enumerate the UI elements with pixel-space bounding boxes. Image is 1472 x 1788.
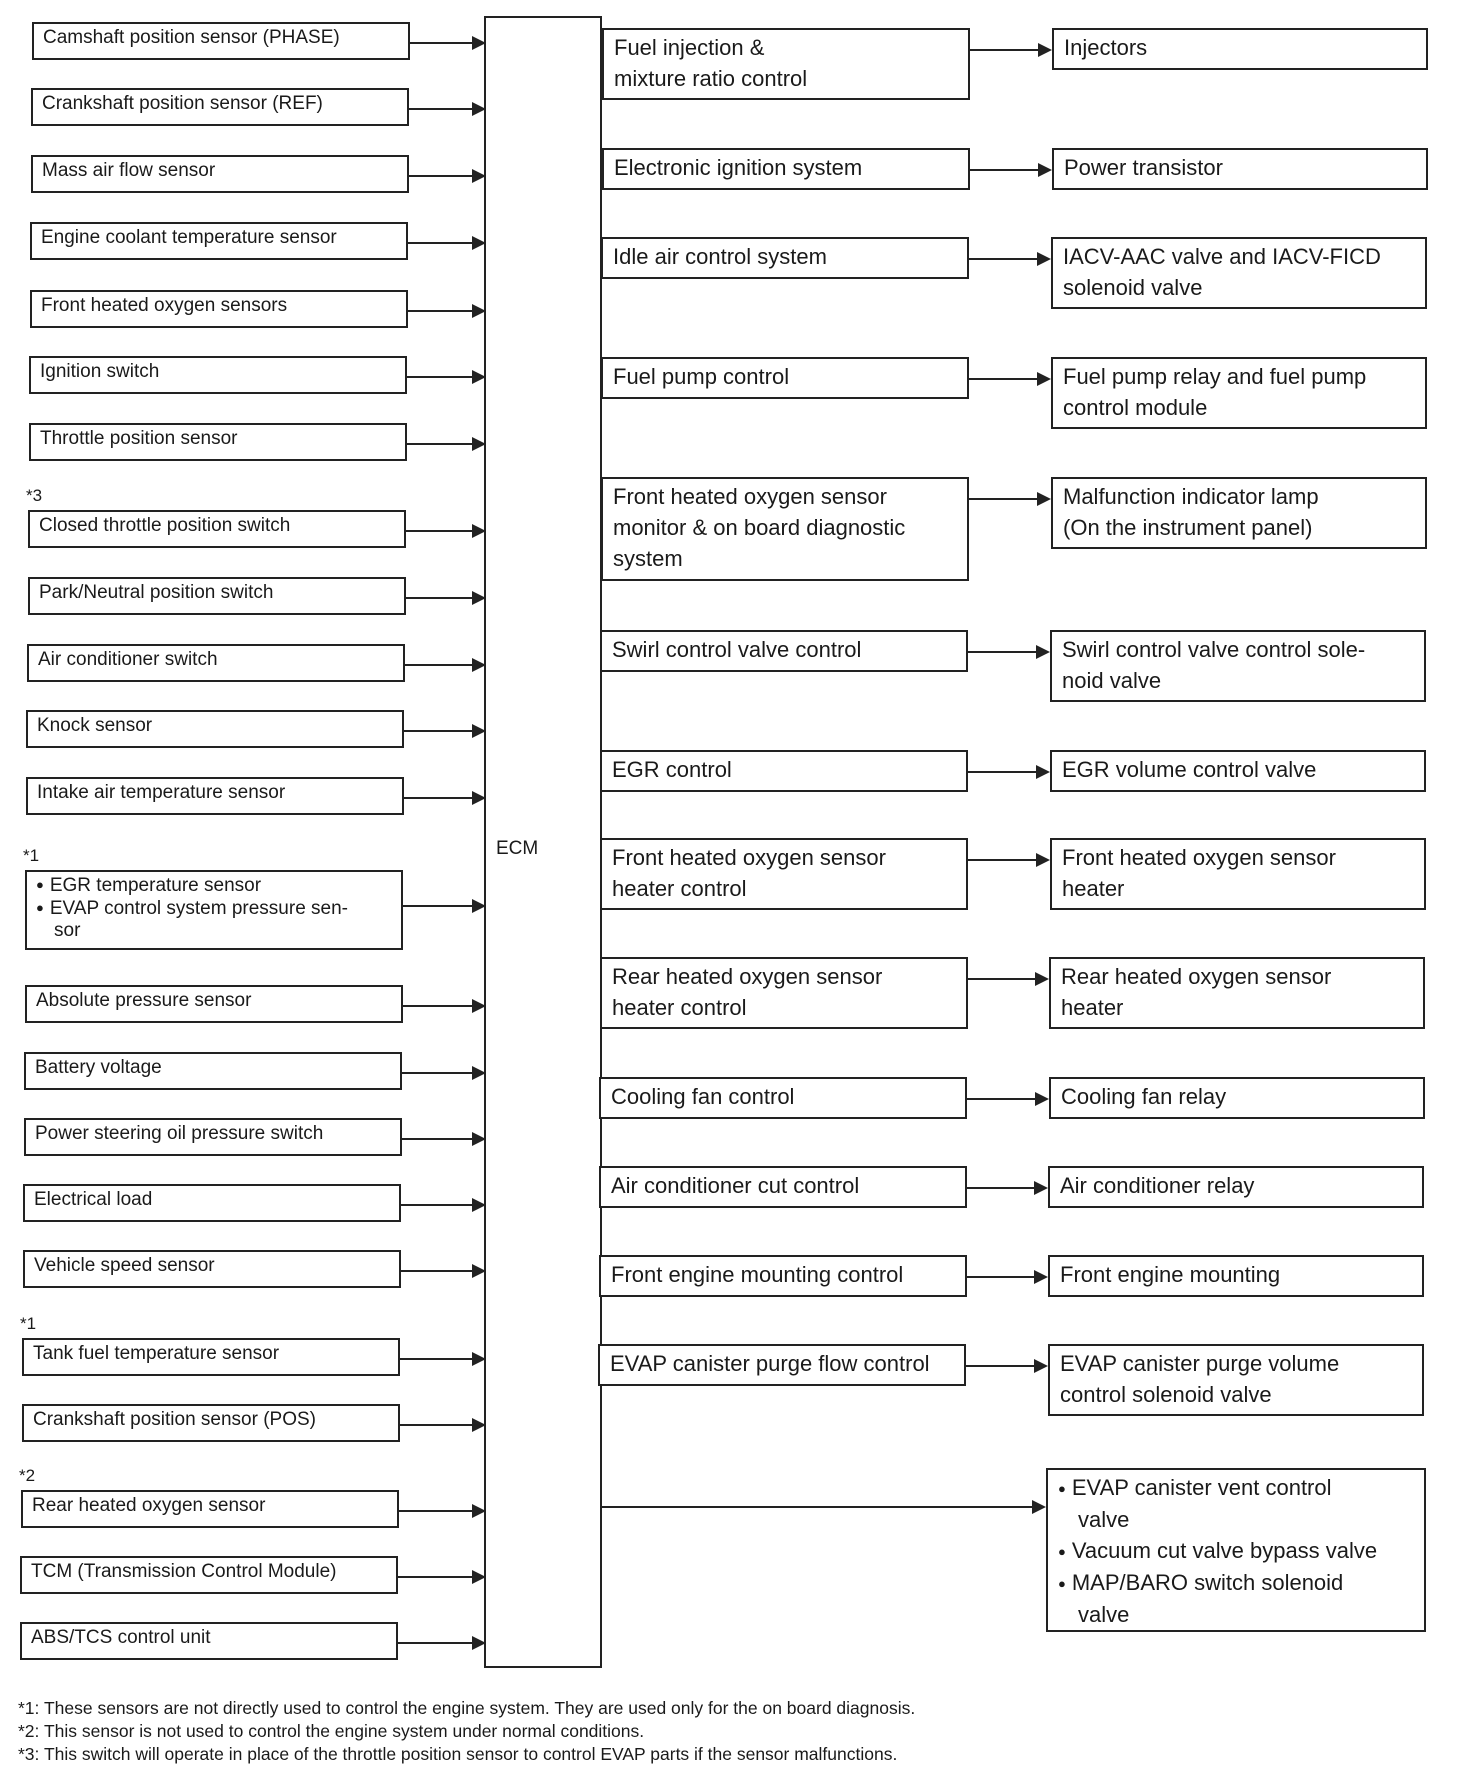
function-arrow-arrowhead [1037, 492, 1051, 506]
actuator-label: Power transistor [1064, 155, 1223, 180]
function-arrow-arrowhead [1034, 1270, 1048, 1284]
footnote-2: *2: This sensor is not used to control the engine system under normal conditions. [18, 1721, 645, 1741]
direct-output-item-continued: valve [1078, 1507, 1130, 1532]
function-box [602, 28, 970, 100]
footnote-3: *3: This switch will operate in place of the throttle position sensor to control EVAP parts if the sensor malfunctions. [18, 1744, 898, 1764]
actuator-label: Swirl control valve control sole- [1062, 637, 1366, 662]
function-arrow-line [967, 1098, 1037, 1100]
input-arrow-line [407, 443, 474, 445]
footnote-1: *1: These sensors are not directly used to control the engine system. They are used only for the on board diagnosis. [18, 1698, 916, 1718]
function-box [600, 838, 968, 910]
input-label: Closed throttle position switch [39, 515, 291, 536]
input-label: Park/Neutral position switch [39, 582, 274, 603]
function-box [601, 357, 969, 399]
input-arrow-line [399, 1510, 474, 1512]
function-label: Idle air control system [613, 244, 827, 269]
input-arrow-line [403, 1005, 474, 1007]
function-arrow-line [968, 651, 1038, 653]
function-label: Electronic ignition system [614, 155, 863, 180]
function-arrow-line [968, 771, 1038, 773]
function-box [599, 1255, 967, 1297]
input-arrow-line [400, 1424, 474, 1426]
input-arrow-arrowhead [472, 1636, 486, 1650]
function-arrow-line [968, 859, 1038, 861]
input-arrow-arrowhead [472, 370, 486, 384]
input-arrow-arrowhead [472, 1504, 486, 1518]
input-arrow-arrowhead [472, 524, 486, 538]
direct-output-arrow-arrowhead [1032, 1500, 1046, 1514]
function-arrow-line [967, 1276, 1036, 1278]
input-label: Engine coolant temperature sensor [41, 227, 337, 248]
input-label: Front heated oxygen sensors [41, 295, 288, 316]
input-arrow-arrowhead [472, 304, 486, 318]
function-arrow-arrowhead [1038, 43, 1052, 57]
note-marker: *3 [26, 486, 43, 505]
input-box [26, 710, 404, 748]
actuator-box [1049, 1077, 1425, 1119]
input-label: Air conditioner switch [38, 649, 218, 670]
input-arrow-line [402, 1138, 474, 1140]
input-arrow-arrowhead [472, 36, 486, 50]
input-box [29, 423, 407, 461]
function-label: mixture ratio control [614, 66, 808, 91]
input-box [30, 290, 408, 328]
input-bullet-item: ● EGR temperature sensor [36, 874, 392, 897]
function-arrow-line [967, 1187, 1036, 1189]
actuator-label: Cooling fan relay [1061, 1084, 1227, 1109]
input-box [32, 22, 410, 60]
input-label: Knock sensor [37, 715, 153, 736]
input-label: Power steering oil pressure switch [35, 1123, 324, 1144]
input-arrow-arrowhead [472, 899, 486, 913]
input-box [26, 777, 404, 815]
actuator-box [1050, 750, 1426, 792]
input-box [25, 985, 403, 1023]
input-label: Tank fuel temperature sensor [33, 1343, 280, 1364]
input-arrow-arrowhead [472, 791, 486, 805]
note-marker: *1 [23, 846, 40, 865]
actuator-box [1049, 957, 1425, 1029]
input-arrow-line [407, 376, 474, 378]
actuator-box [1051, 237, 1427, 309]
input-arrow-line [410, 42, 474, 44]
function-box [602, 148, 970, 190]
actuator-box [1048, 1166, 1424, 1208]
actuator-label: Air conditioner relay [1060, 1173, 1255, 1198]
input-label: Vehicle speed sensor [34, 1255, 215, 1276]
input-arrow-line [403, 905, 474, 907]
actuator-box [1051, 477, 1427, 549]
input-label: Crankshaft position sensor (POS) [33, 1409, 317, 1430]
input-box [23, 1250, 401, 1288]
input-arrow-line [406, 530, 474, 532]
function-label: Front heated oxygen sensor [612, 845, 886, 870]
direct-output-item: ● Vacuum cut valve bypass valve [1058, 1535, 1414, 1567]
input-box [28, 510, 406, 548]
direct-output-arrow-line [602, 1506, 1034, 1508]
function-label: EGR control [612, 757, 732, 782]
actuator-label: (On the instrument panel) [1063, 515, 1313, 540]
function-label: heater control [612, 876, 747, 901]
direct-output-box [1046, 1468, 1426, 1632]
function-arrow-arrowhead [1035, 972, 1049, 986]
input-arrow-arrowhead [472, 999, 486, 1013]
function-label: Cooling fan control [611, 1084, 795, 1109]
input-arrow-arrowhead [472, 1198, 486, 1212]
actuator-label: Rear heated oxygen sensor [1061, 964, 1332, 989]
function-arrow-line [969, 258, 1039, 260]
function-label: Air conditioner cut control [611, 1173, 860, 1198]
input-box [22, 1338, 400, 1376]
actuator-label: control module [1063, 395, 1208, 420]
actuator-label: Front engine mounting [1060, 1262, 1281, 1287]
function-box [598, 1344, 966, 1386]
input-arrow-line [408, 310, 474, 312]
function-label: monitor & on board diagnostic [613, 515, 906, 540]
note-marker: *1 [20, 1314, 37, 1333]
input-arrow-line [398, 1576, 474, 1578]
input-box [20, 1556, 398, 1594]
input-arrow-line [401, 1204, 474, 1206]
ecm-label: ECM [496, 838, 539, 859]
direct-output-item: ● MAP/BARO switch solenoid [1058, 1567, 1414, 1599]
input-label: Throttle position sensor [40, 428, 238, 449]
input-box [31, 155, 409, 193]
function-arrow-line [969, 498, 1039, 500]
input-arrow-arrowhead [472, 1418, 486, 1432]
actuator-box [1050, 838, 1426, 910]
actuator-label: Front heated oxygen sensor [1062, 845, 1336, 870]
input-arrow-arrowhead [472, 169, 486, 183]
input-arrow-line [398, 1642, 474, 1644]
note-marker: *2 [19, 1466, 36, 1485]
input-label: Rear heated oxygen sensor [32, 1495, 266, 1516]
function-label: heater control [612, 995, 747, 1020]
input-label: Ignition switch [40, 361, 160, 382]
input-label: Absolute pressure sensor [36, 990, 252, 1011]
function-arrow-line [966, 1365, 1036, 1367]
function-label: Fuel pump control [613, 364, 790, 389]
input-arrow-arrowhead [472, 1264, 486, 1278]
actuator-box [1052, 28, 1428, 70]
input-arrow-line [408, 242, 474, 244]
function-box [600, 750, 968, 792]
actuator-box [1052, 148, 1428, 190]
input-arrow-arrowhead [472, 591, 486, 605]
actuator-label: solenoid valve [1063, 275, 1203, 300]
actuator-label: heater [1061, 995, 1124, 1020]
input-box [23, 1184, 401, 1222]
direct-output-item: ● EVAP canister vent control [1058, 1472, 1414, 1504]
input-arrow-arrowhead [472, 236, 486, 250]
input-box [22, 1404, 400, 1442]
input-arrow-arrowhead [472, 1570, 486, 1584]
input-label: Mass air flow sensor [42, 160, 216, 181]
input-box [20, 1622, 398, 1660]
actuator-label: EVAP canister purge volume [1060, 1351, 1340, 1376]
input-label: ABS/TCS control unit [31, 1627, 211, 1648]
input-arrow-arrowhead [472, 102, 486, 116]
actuator-label: control solenoid valve [1060, 1382, 1272, 1407]
input-box [30, 222, 408, 260]
function-label: Front heated oxygen sensor [613, 484, 887, 509]
function-box [599, 1077, 967, 1119]
function-label: Swirl control valve control [612, 637, 862, 662]
input-arrow-arrowhead [472, 1352, 486, 1366]
function-box [599, 1166, 967, 1208]
input-box [25, 870, 403, 950]
input-box [21, 1490, 399, 1528]
ecm-box [484, 16, 602, 1668]
input-box [24, 1052, 402, 1090]
input-arrow-line [402, 1072, 474, 1074]
input-label: Intake air temperature sensor [37, 782, 286, 803]
input-arrow-line [406, 597, 474, 599]
input-label: TCM (Transmission Control Module) [31, 1561, 337, 1582]
function-arrow-arrowhead [1036, 765, 1050, 779]
input-label: Battery voltage [35, 1057, 162, 1078]
input-arrow-line [405, 664, 474, 666]
input-arrow-line [404, 797, 474, 799]
function-arrow-arrowhead [1034, 1181, 1048, 1195]
input-box [29, 356, 407, 394]
actuator-label: heater [1062, 876, 1125, 901]
function-arrow-arrowhead [1035, 1092, 1049, 1106]
function-box [600, 957, 968, 1029]
function-arrow-arrowhead [1038, 163, 1052, 177]
function-label: Front engine mounting control [611, 1262, 904, 1287]
actuator-box [1048, 1255, 1424, 1297]
input-bullet-item: ● EVAP control system pressure sen- [36, 897, 392, 920]
input-box [31, 88, 409, 126]
function-arrow-line [970, 169, 1040, 171]
function-arrow-arrowhead [1036, 853, 1050, 867]
function-arrow-line [970, 49, 1040, 51]
input-label: sor [54, 920, 81, 941]
footnotes [18, 1697, 915, 1766]
function-arrow-arrowhead [1037, 252, 1051, 266]
input-arrow-line [409, 175, 474, 177]
function-label: system [613, 546, 683, 571]
actuator-label: IACV-AAC valve and IACV-FICD [1063, 244, 1381, 269]
actuator-label: noid valve [1062, 668, 1162, 693]
actuator-label: EGR volume control valve [1062, 757, 1317, 782]
actuator-label: Fuel pump relay and fuel pump [1063, 364, 1367, 389]
input-arrow-line [401, 1270, 474, 1272]
actuator-box [1050, 630, 1426, 702]
function-box [601, 477, 969, 581]
input-arrow-arrowhead [472, 724, 486, 738]
function-arrow-arrowhead [1034, 1359, 1048, 1373]
input-label: Crankshaft position sensor (REF) [42, 93, 323, 114]
function-arrow-arrowhead [1036, 645, 1050, 659]
function-box [601, 237, 969, 279]
actuator-box [1051, 357, 1427, 429]
input-arrow-line [404, 730, 474, 732]
input-arrow-arrowhead [472, 1132, 486, 1146]
input-box [28, 577, 406, 615]
input-label: Camshaft position sensor (PHASE) [43, 27, 340, 48]
actuator-label: Injectors [1064, 35, 1148, 60]
input-arrow-arrowhead [472, 658, 486, 672]
input-arrow-line [409, 108, 474, 110]
actuator-box [1048, 1344, 1424, 1416]
direct-output-item-continued: valve [1078, 1602, 1130, 1627]
input-arrow-arrowhead [472, 437, 486, 451]
function-arrow-line [969, 378, 1039, 380]
function-arrow-line [968, 978, 1037, 980]
function-label: Rear heated oxygen sensor [612, 964, 883, 989]
input-label: Electrical load [34, 1189, 153, 1210]
function-arrow-arrowhead [1037, 372, 1051, 386]
actuator-label: Malfunction indicator lamp [1063, 484, 1319, 509]
function-label: EVAP canister purge flow control [610, 1351, 930, 1376]
input-arrow-line [400, 1358, 474, 1360]
input-arrow-arrowhead [472, 1066, 486, 1080]
input-box [27, 644, 405, 682]
function-box [600, 630, 968, 672]
input-box [24, 1118, 402, 1156]
function-label: Fuel injection & [614, 35, 765, 60]
